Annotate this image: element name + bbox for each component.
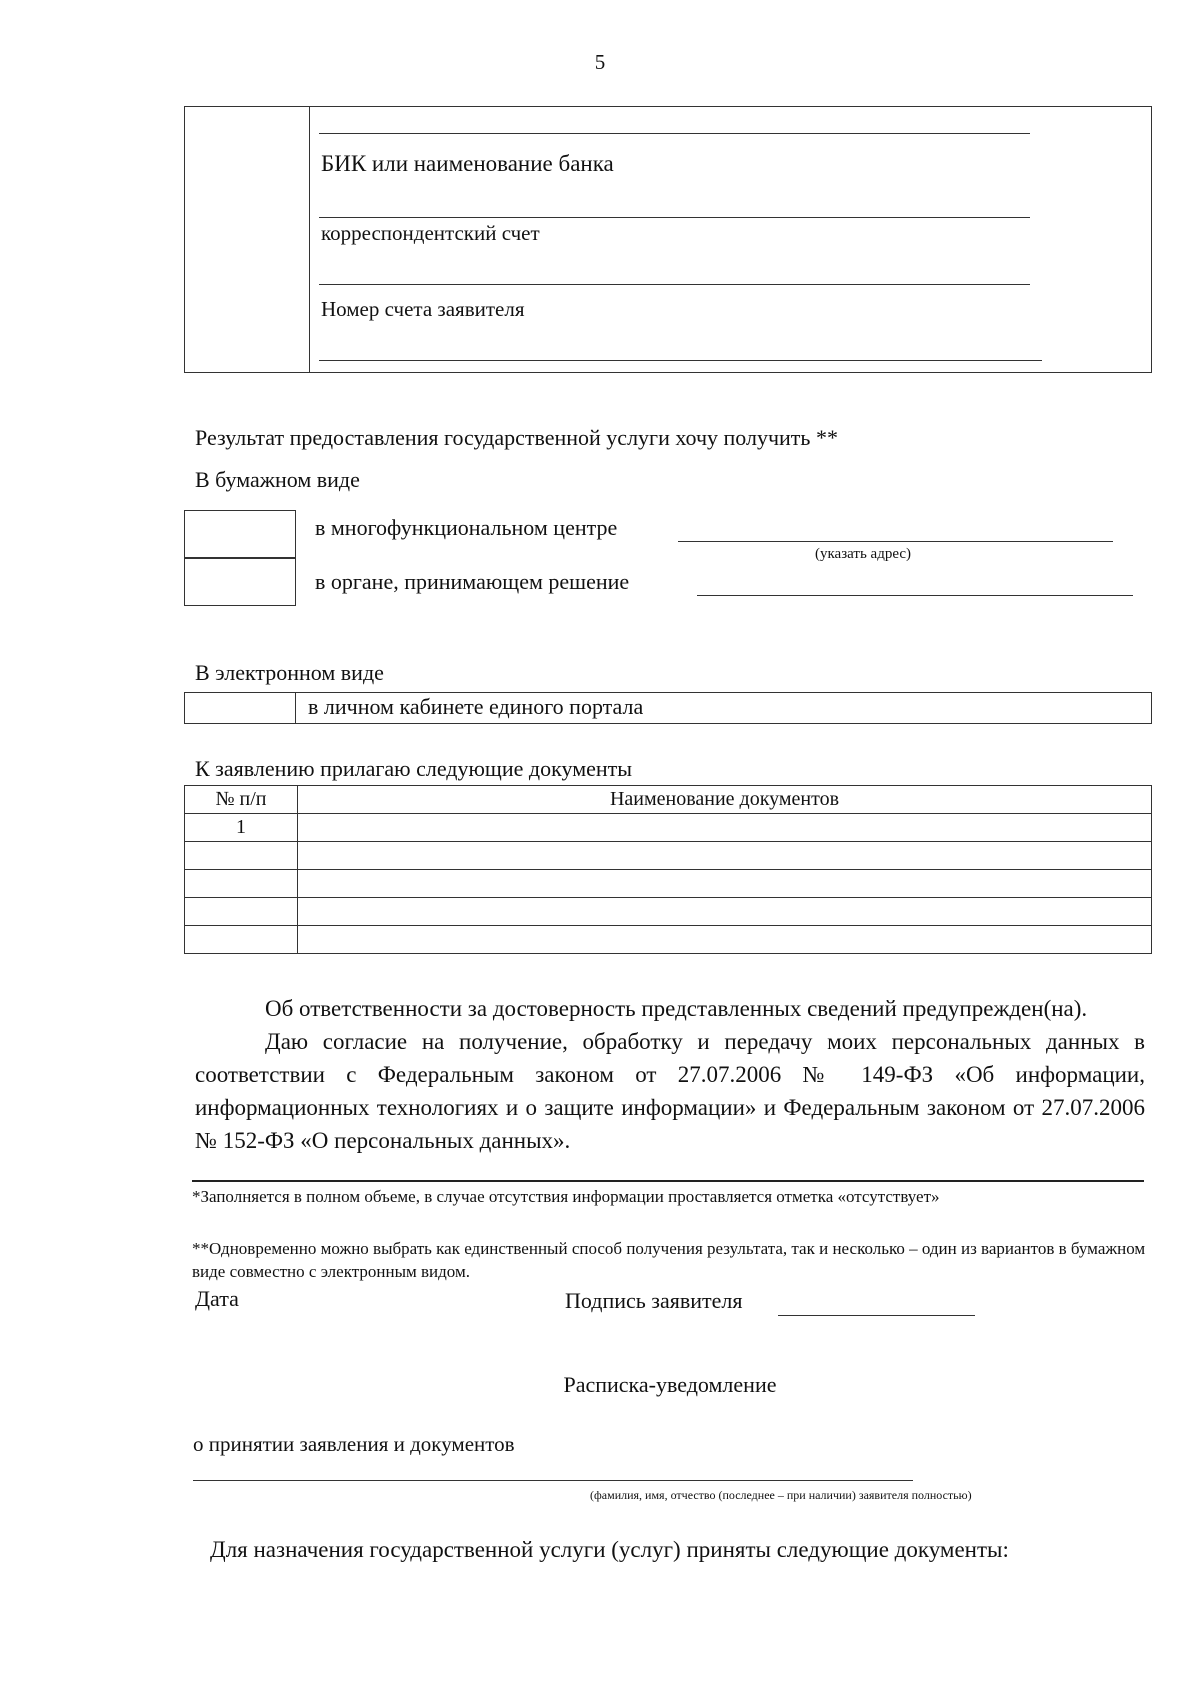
- electronic-heading: В электронном виде: [195, 660, 384, 685]
- row-num[interactable]: 1: [185, 814, 298, 842]
- documents-heading: К заявлению прилагаю следующие документы: [195, 756, 633, 781]
- account-field[interactable]: [319, 360, 1042, 361]
- row-name[interactable]: [298, 870, 1152, 898]
- col-name-header: Наименование документов: [298, 786, 1152, 814]
- option-organ-label: в органе, принимающем решение: [315, 569, 630, 594]
- bank-line-top: [319, 133, 1030, 134]
- consent-statement: Даю согласие на получение, обработку и передачу моих персональных данных в соответствии с Федеральным законом от 27.07.2006 № 149-ФЗ «Об информации, информационных технологиях и о защите информации» и Федеральным законом от 27.07.2006 № 152-ФЗ «О персональных данных».: [195, 1029, 1145, 1153]
- footnote-2: **Одновременно можно выбрать как единственный способ получения результата, так и несколько – один из вариантов в бумажном виде совместно с электронным видом.: [192, 1239, 1146, 1281]
- receipt-subtitle: о принятии заявления и документов: [193, 1432, 515, 1456]
- date-label: Дата: [195, 1286, 239, 1311]
- table-row: [185, 814, 1152, 842]
- portal-checkbox[interactable]: [184, 692, 296, 724]
- row-num[interactable]: [185, 870, 298, 898]
- bik-label: БИК или наименование банка: [321, 151, 614, 176]
- receipt-title: Расписка-уведомление: [563, 1372, 777, 1397]
- option-portal-label: в личном кабинете единого портала: [308, 694, 644, 719]
- address-hint: (указать адрес): [815, 546, 912, 562]
- option-mfc-label: в многофункциональном центре: [315, 515, 618, 540]
- footnote-separator: [192, 1180, 1144, 1182]
- row-name[interactable]: [298, 926, 1152, 954]
- organ-checkbox[interactable]: [184, 557, 296, 606]
- footnote-1: *Заполняется в полном объеме, в случае отсутствия информации проставляется отметка «отсутствует»: [192, 1187, 940, 1206]
- bik-field[interactable]: [319, 217, 1030, 218]
- accepted-documents-heading: Для назначения государственной услуги (услуг) приняты следующие документы:: [210, 1537, 1009, 1562]
- table-row: [185, 870, 1152, 898]
- signature-label: Подпись заявителя: [565, 1288, 743, 1313]
- col-num-header: № п/п: [185, 786, 298, 814]
- corr-account-field[interactable]: [319, 284, 1030, 285]
- table-row: [185, 898, 1152, 926]
- applicant-name-field[interactable]: [193, 1480, 913, 1481]
- row-num[interactable]: [185, 842, 298, 870]
- name-hint: (фамилия, имя, отчество (последнее – при наличии) заявителя полностью): [590, 1488, 972, 1502]
- bank-details-box: [184, 106, 1152, 373]
- row-num[interactable]: [185, 926, 298, 954]
- mfc-address-field[interactable]: [678, 541, 1113, 542]
- table-row: [185, 842, 1152, 870]
- page-number: 5: [594, 50, 606, 74]
- statements-block: [195, 992, 1145, 1157]
- bank-box-divider: [309, 107, 310, 372]
- row-name[interactable]: [298, 898, 1152, 926]
- paper-heading: В бумажном виде: [195, 467, 360, 492]
- organ-field[interactable]: [697, 595, 1133, 596]
- row-name[interactable]: [298, 842, 1152, 870]
- row-name[interactable]: [298, 814, 1152, 842]
- corr-account-label: корреспондентский счет: [321, 221, 540, 245]
- documents-table: [184, 785, 1152, 954]
- row-num[interactable]: [185, 898, 298, 926]
- account-label: Номер счета заявителя: [321, 297, 525, 321]
- mfc-checkbox[interactable]: [184, 510, 296, 559]
- table-row: [185, 926, 1152, 954]
- result-heading: Результат предоставления государственной услуги хочу получить **: [195, 425, 838, 450]
- table-header-row: [185, 786, 1152, 814]
- signature-field[interactable]: [778, 1315, 975, 1316]
- responsibility-statement: Об ответственности за достоверность представленных сведений предупрежден(на).: [265, 996, 1088, 1021]
